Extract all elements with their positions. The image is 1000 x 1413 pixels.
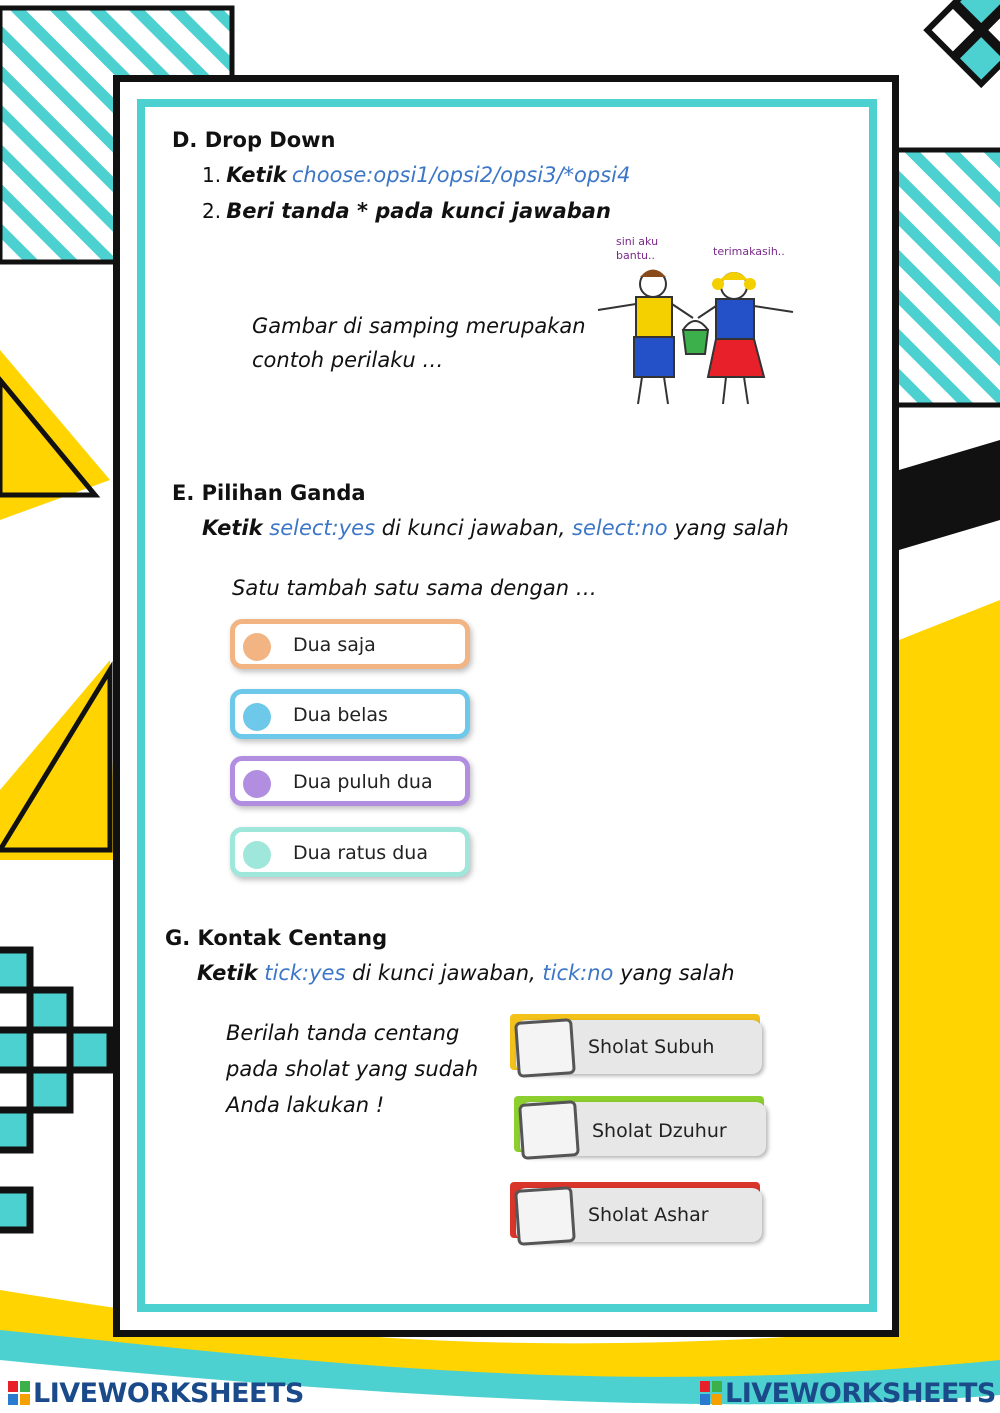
section-d-step-1 [202,163,630,187]
section-d-title: Drop Down [204,128,336,152]
liveworksheets-logo-left[interactable] [8,1378,304,1409]
e-instr-mid: di kunci jawaban, [381,516,566,540]
g-instr-prefix: Ketik [197,961,258,985]
checkbox-label: Sholat Ashar [588,1204,709,1226]
option-label: Dua puluh dua [293,771,433,793]
section-d-step-2 [202,199,611,223]
section-d-heading [172,128,336,152]
prompt-g-line-1: Berilah tanda centang [226,1021,460,1045]
section-d-letter: D. [172,128,198,152]
option-radio-dot [243,703,271,731]
checkbox-label: Sholat Subuh [588,1036,715,1058]
g-instr-suffix: yang salah [620,961,735,985]
option-radio-dot [243,633,271,661]
checkbox-sholat-dzuhur[interactable] [514,1096,769,1158]
liveworksheets-logo-right[interactable] [700,1378,996,1409]
checkbox-square[interactable] [514,1018,576,1078]
section-e-title: Pilihan Ganda [201,481,366,505]
section-g-heading [165,926,387,950]
speech-left-line-1: sini aku [616,235,659,248]
checkbox-label: Sholat Dzuhur [592,1120,727,1142]
option-dua-puluh-dua[interactable] [230,756,470,806]
step-2-text: Beri tanda * pada kunci jawaban [226,199,611,223]
children-carrying-bucket-illustration [588,232,803,417]
option-dua-saja[interactable] [230,619,470,669]
g-instr-code-no: tick:no [542,961,614,985]
e-instr-code-no: select:no [572,516,668,540]
logo-left-text: LIVEWORKSHEETS [33,1378,304,1409]
option-label: Dua saja [293,634,376,656]
checkbox-sholat-ashar[interactable] [510,1182,765,1244]
section-g-instruction [197,961,735,985]
e-instr-prefix: Ketik [202,516,263,540]
option-dua-ratus-dua[interactable] [230,827,470,877]
checkbox-sholat-subuh[interactable] [510,1014,765,1076]
children-figures [588,232,803,417]
liveworksheets-mark-icon [700,1381,722,1405]
step-1-number: 1. [202,163,222,187]
prompt-g-line-3: Anda lakukan ! [226,1093,385,1117]
section-e-instruction [202,516,789,540]
speech-right: terimakasih.. [713,245,785,258]
section-e-letter: E. [172,481,195,505]
question-d-line-1: Gambar di samping merupakan [252,314,586,338]
option-label: Dua belas [293,704,388,726]
checkbox-square[interactable] [518,1100,580,1160]
checkbox-square[interactable] [514,1186,576,1246]
liveworksheets-mark-icon [8,1381,30,1405]
e-instr-suffix: yang salah [674,516,789,540]
g-instr-code-yes: tick:yes [264,961,346,985]
option-radio-dot [243,841,271,869]
option-radio-dot [243,770,271,798]
step-2-number: 2. [202,199,222,223]
section-g-title: Kontak Centang [197,926,388,950]
step-1-code: choose:opsi1/opsi2/opsi3/*opsi4 [291,163,631,187]
option-label: Dua ratus dua [293,842,428,864]
question-e: Satu tambah satu sama dengan … [232,576,597,600]
section-e-heading [172,481,366,505]
step-1-prefix: Ketik [226,163,287,187]
g-instr-mid: di kunci jawaban, [352,961,536,985]
question-d-line-2: contoh perilaku … [252,348,444,372]
option-dua-belas[interactable] [230,689,470,739]
section-g-letter: G. [165,926,191,950]
prompt-g-line-2: pada sholat yang sudah [226,1057,479,1081]
speech-left-line-2: bantu.. [616,249,655,262]
logo-right-text: LIVEWORKSHEETS [725,1378,996,1409]
e-instr-code-yes: select:yes [269,516,376,540]
